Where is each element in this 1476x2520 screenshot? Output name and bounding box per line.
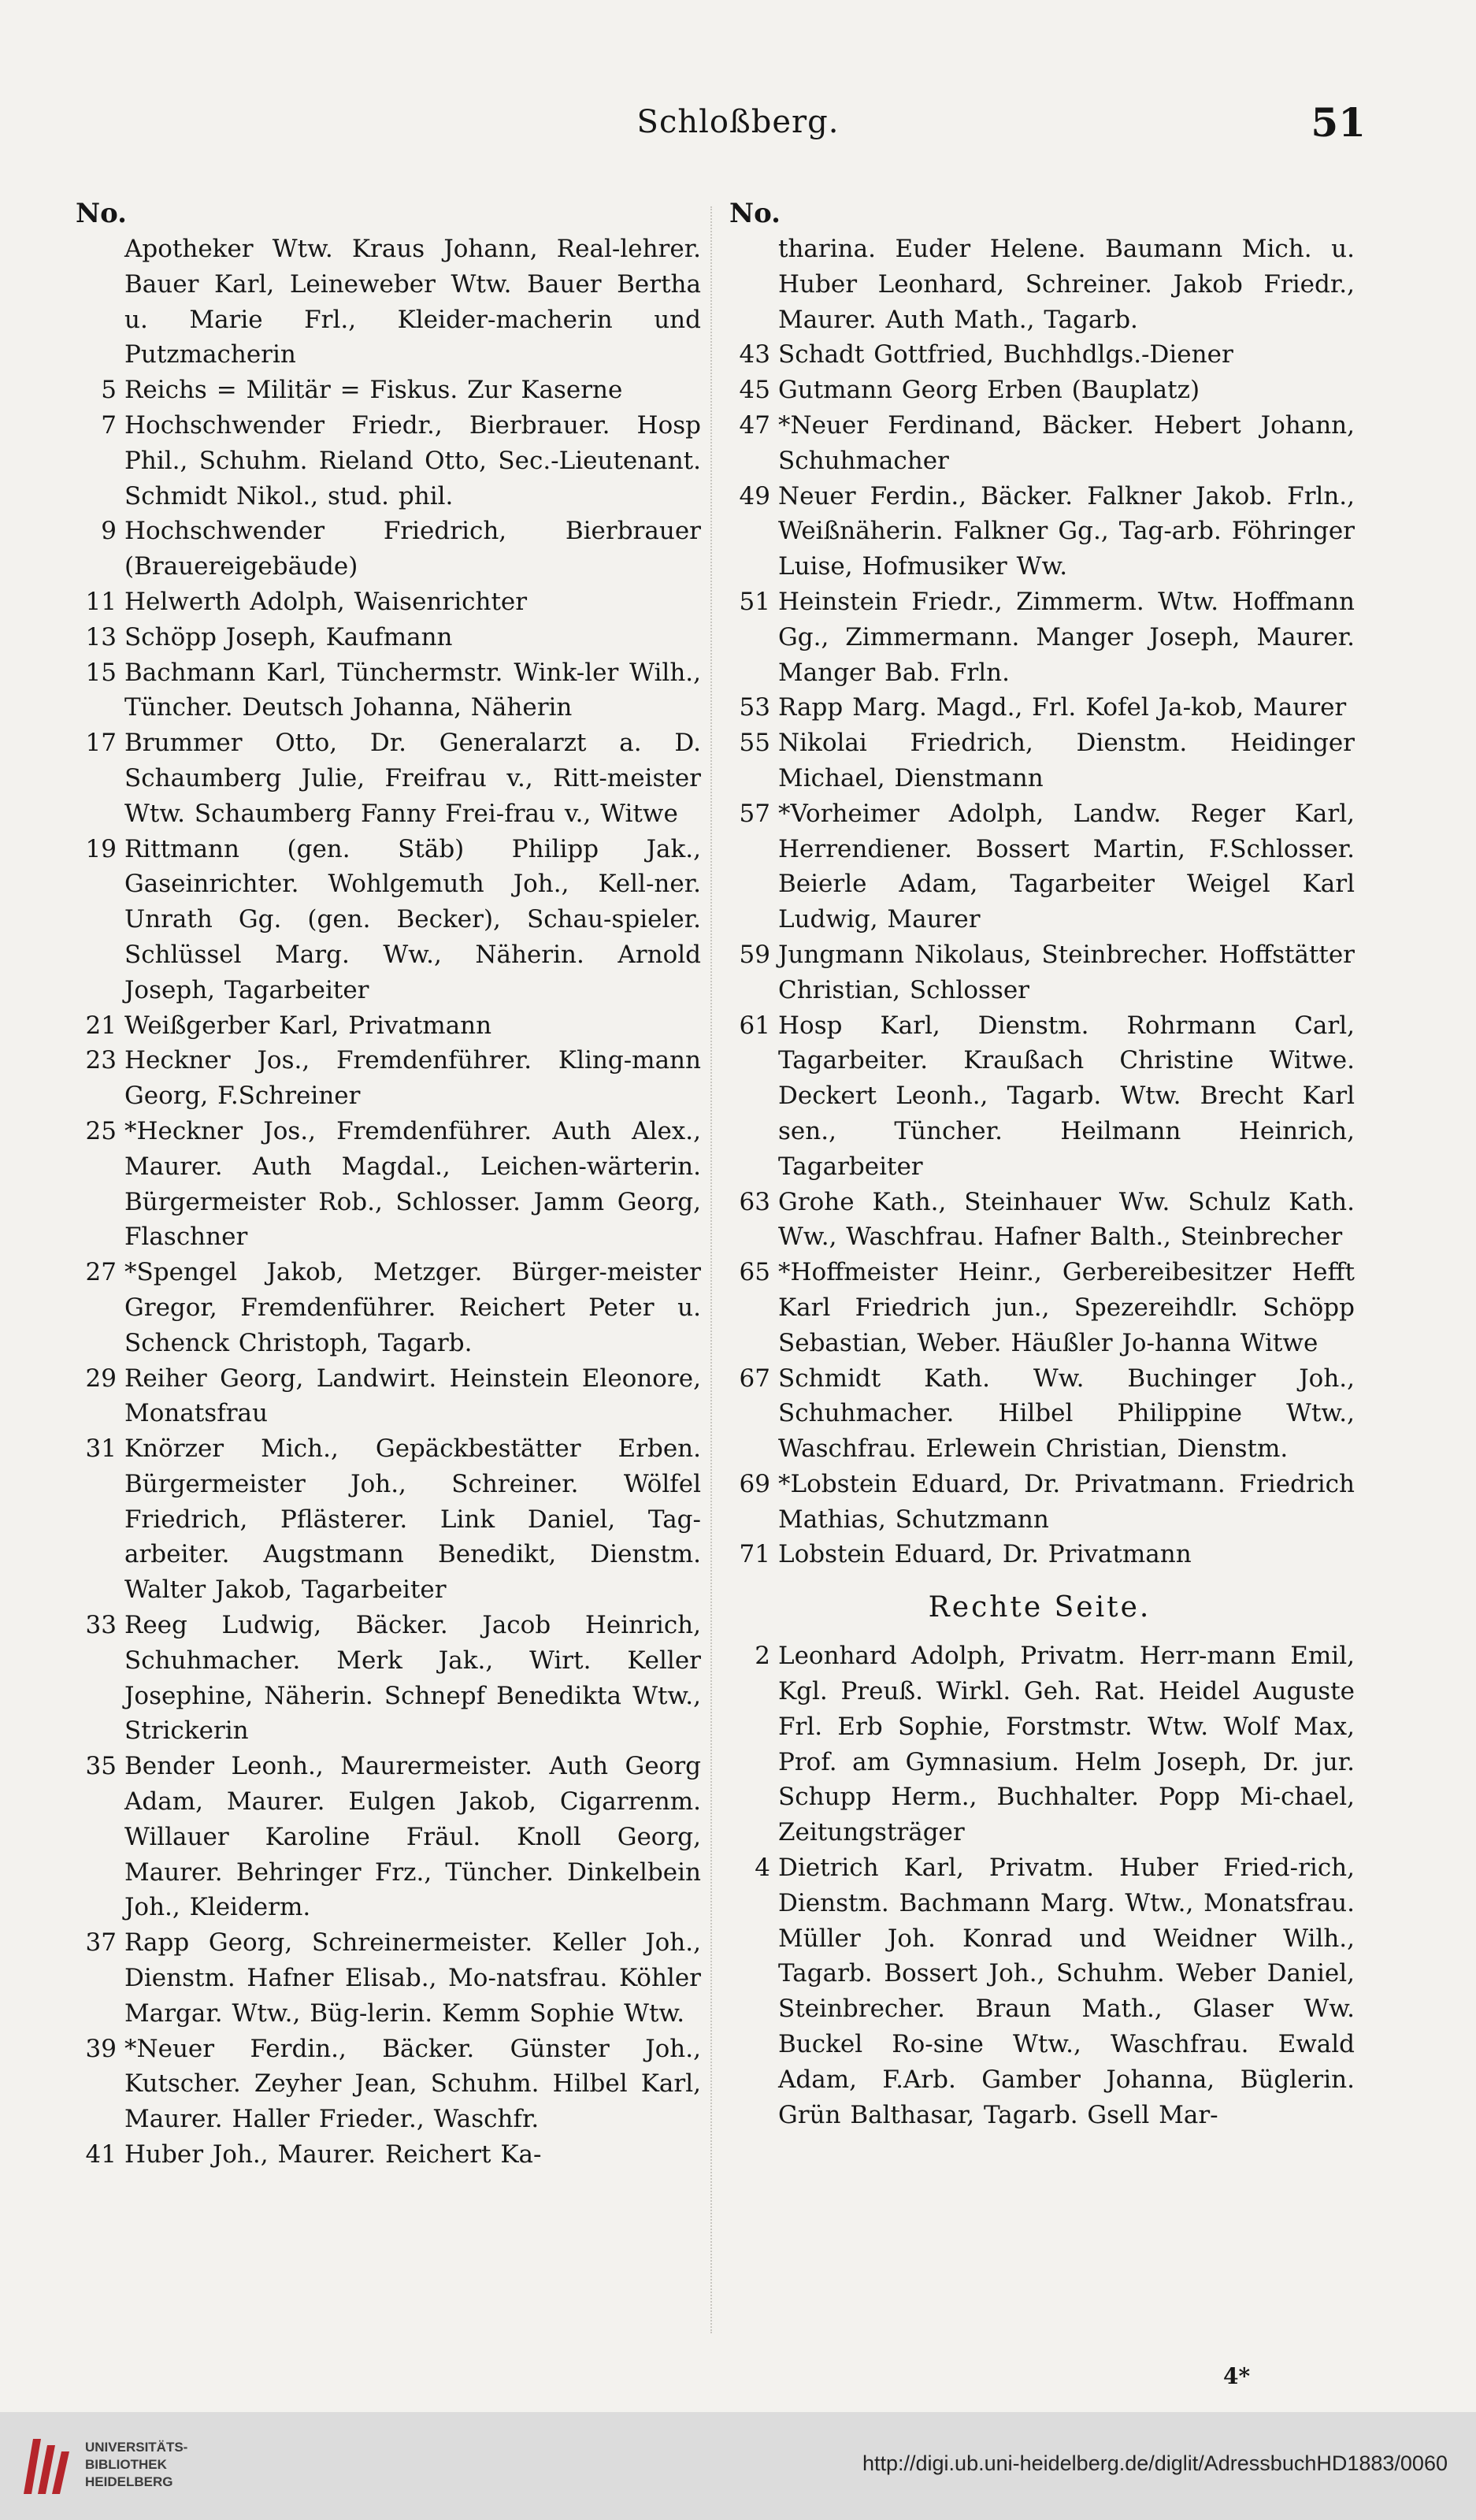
directory-entry [71,1749,701,1925]
column-no-label: No. [729,198,781,229]
directory-entry [71,1043,701,1114]
directory-entry [725,690,1355,726]
resident-listing: Apotheker Wtw. Kraus Johann, Real-lehrer. Bauer Karl, Leineweber Wtw. Bauer Bertha u. Marie Frl., Kleider-macherin und Putzmacherin [124,235,701,369]
resident-listing: Rapp Marg. Magd., Frl. Kofel Ja-kob, Maurer [778,693,1347,722]
resident-listing: *Neuer Ferdin., Bäcker. Günster Joh., Kutscher. Zeyher Jean, Schuhm. Hilbel Karl, Maurer. Haller Frieder., Waschfr. [124,2034,701,2134]
directory-entry [725,337,1355,373]
resident-listing: *Neuer Ferdinand, Bäcker. Hebert Johann, Schuhmacher [778,410,1355,475]
section-heading: Rechte Seite. [928,1591,1152,1624]
house-number: 21 [85,1011,117,1040]
resident-listing: Schadt Gottfried, Buchhdlgs.-Diener [778,340,1233,369]
directory-entry [725,479,1355,585]
resident-listing: *Hoffmeister Heinr., Gerbereibesitzer Hefft Karl Friedrich jun., Spezereihdlr. Schöpp Sebastian, Weber. Häußler Jo-hanna Witwe [778,1258,1355,1357]
source-url-link[interactable]: http://digi.ub.uni-heidelberg.de/diglit/AdressbuchHD1883/0060 [862,2451,1448,2475]
house-number: 19 [85,834,117,863]
house-number: 41 [85,2140,117,2169]
resident-listing: Dietrich Karl, Privatm. Huber Fried-rich, Dienstm. Bachmann Marg. Wtw., Monatsfrau. Müller Joh. Konrad und Weidner Wilh., Tagarb. Bossert Joh., Schuhm. Weber Daniel, Steinbrecher. Braun Math., Glaser Ww. Buckel Ro-sine Wtw., Waschfrau. Ewald Adam, F.Arb. Gamber Johanna, Büglerin. Grün Balthasar, Tagarb. Gsell Mar- [778,1854,1355,2129]
directory-entry [71,832,701,1008]
house-number: 57 [739,799,770,828]
resident-listing: *Heckner Jos., Fremdenführer. Auth Alex., Maurer. Auth Magdal., Leichen-wärterin. Bürgermeister Rob., Schlosser. Jamm Georg, Flaschner [124,1116,701,1252]
resident-listing: Reeg Ludwig, Bäcker. Jacob Heinrich, Schuhmacher. Merk Jak., Wirt. Keller Josephine, Näherin. Schnepf Benedikta Wtw., Strickerin [124,1611,701,1746]
resident-listing: Neuer Ferdin., Bäcker. Falkner Jakob. Frln., Weißnäherin. Falkner Gg., Tag-arb. Föhringer Luise, Hofmusiker Ww. [778,481,1355,581]
house-number: 15 [85,658,117,687]
directory-entry [71,1114,701,1255]
house-number: 5 [101,376,117,405]
page-number: 51 [1311,99,1366,146]
house-number: 43 [739,340,770,369]
resident-listing: *Lobstein Eduard, Dr. Privatmann. Friedrich Mathias, Schutzmann [778,1469,1355,1534]
left-column [71,195,701,2173]
house-number: 33 [85,1611,117,1640]
directory-entry [725,408,1355,479]
directory-entry [725,1639,1355,1850]
directory-entry [725,726,1355,796]
directory-entry [71,2032,701,2137]
house-number: 53 [739,693,770,722]
resident-listing: Nikolai Friedrich, Dienstm. Heidinger Michael, Dienstmann [778,729,1355,792]
resident-listing: Hochschwender Friedrich, Bierbrauer (Brauereigebäude) [124,517,701,581]
library-logo-icon [17,2431,77,2500]
directory-entry [71,585,701,620]
resident-listing: Brummer Otto, Dr. Generalarzt a. D. Schaumberg Julie, Freifrau v., Ritt-meister Wtw. Schaumberg Fanny Frei-frau v., Witwe [124,729,701,828]
house-number: 61 [739,1011,770,1040]
directory-entry [71,373,701,408]
page-title: Schloßberg. [636,104,840,140]
house-number: 4 [755,1854,770,1883]
resident-listing: *Spengel Jakob, Metzger. Bürger-meister Gregor, Fremdenführer. Reichert Peter u. Schenck Christoph, Tagarb. [124,1258,701,1357]
house-number: 39 [85,2034,117,2063]
directory-entry [71,2137,701,2173]
resident-listing: tharina. Euder Helene. Baumann Mich. u. Huber Leonhard, Schreiner. Jakob Friedr., Maurer. Auth Math., Tagarb. [778,235,1355,334]
library-footer [0,2412,1476,2520]
resident-listing: Gutmann Georg Erben (Bauplatz) [778,376,1200,405]
house-number: 13 [85,622,117,651]
house-number: 25 [85,1116,117,1145]
directory-entry [725,1467,1355,1538]
house-number: 37 [85,1928,117,1958]
signature-mark: 4* [1223,2363,1251,2389]
directory-entry [725,796,1355,937]
directory-entry [71,1608,701,1749]
directory-entry [71,1361,701,1432]
column-no-label: No. [76,198,127,229]
library-name-line: BIBLIOTHEK [85,2457,167,2472]
house-number: 71 [739,1540,770,1569]
directory-entry [725,1537,1355,1572]
resident-listing: Schmidt Kath. Ww. Buchinger Joh., Schuhmacher. Hilbel Philippine Wtw., Waschfrau. Erlewein Christian, Dienstm. [778,1364,1355,1464]
house-number: 27 [85,1258,117,1287]
resident-listing: Jungmann Nikolaus, Steinbrecher. Hoffstätter Christian, Schlosser [778,940,1355,1004]
directory-entry [71,655,701,726]
house-number: 29 [85,1364,117,1393]
directory-entry [71,408,701,514]
house-number: 2 [755,1642,770,1671]
house-number: 69 [739,1469,770,1498]
library-name-line: UNIVERSITÄTS- [85,2440,188,2455]
directory-entry [725,373,1355,408]
library-name [85,2439,187,2491]
house-number: 31 [85,1434,117,1464]
house-number: 65 [739,1258,770,1287]
directory-entry [71,1008,701,1044]
directory-entry [71,726,701,831]
directory-entry [725,1361,1355,1467]
resident-listing: Leonhard Adolph, Privatm. Herr-mann Emil, Kgl. Preuß. Wirkl. Geh. Rat. Heidel Auguste Frl. Erb Sophie, Forstmstr. Wtw. Wolf Max, Prof. am Gymnasium. Helm Joseph, Dr. jur. Schupp Herm., Buchhalter. Popp Mi-chael, Zeitungsträger [778,1642,1355,1847]
resident-listing: Knörzer Mich., Gepäckbestätter Erben. Bürgermeister Joh., Schreiner. Wölfel Friedrich, Pflästerer. Link Daniel, Tag-arbeiter. Augstmann Benedikt, Dienstm. Walter Jakob, Tagarbeiter [124,1434,701,1605]
house-number: 49 [739,481,770,510]
house-number: 35 [85,1752,117,1781]
house-number: 59 [739,940,770,969]
resident-listing: Lobstein Eduard, Dr. Privatmann [778,1540,1192,1569]
resident-listing: *Vorheimer Adolph, Landw. Reger Karl, Herrendiener. Bossert Martin, F.Schlosser. Beierle Adam, Tagarbeiter Weigel Karl Ludwig, Maurer [778,799,1355,934]
page-header [0,93,1476,156]
directory-entry [725,937,1355,1008]
house-number: 17 [85,729,117,758]
house-number: 9 [101,517,117,546]
column-divider [710,206,713,2333]
resident-listing: Hochschwender Friedr., Bierbrauer. Hosp Phil., Schuhm. Rieland Otto, Sec.-Lieutenant. Schmidt Nikol., stud. phil. [124,410,701,510]
resident-listing: Grohe Kath., Steinhauer Ww. Schulz Kath. Ww., Waschfrau. Hafner Balth., Steinbrecher [778,1187,1355,1252]
library-name-line: HEIDELBERG [85,2474,173,2489]
resident-listing: Hosp Karl, Dienstm. Rohrmann Carl, Tagarbeiter. Kraußach Christine Witwe. Deckert Leonh., Tagarb. Wtw. Brecht Karl sen., Tüncher. Heilmann Heinrich, Tagarbeiter [778,1011,1355,1181]
resident-listing: Heckner Jos., Fremdenführer. Kling-mann Georg, F.Schreiner [124,1046,701,1111]
resident-listing: Weißgerber Karl, Privatmann [124,1011,492,1040]
resident-listing: Bachmann Karl, Tünchermstr. Wink-ler Wilh., Tüncher. Deutsch Johanna, Näherin [124,658,701,722]
directory-entry [725,585,1355,690]
directory-entry [725,232,1355,337]
resident-listing: Bender Leonh., Maurermeister. Auth Georg Adam, Maurer. Eulgen Jakob, Cigarrenm. Willauer Karoline Fräul. Knoll Georg, Maurer. Behringer Frz., Tüncher. Dinkelbein Joh., Kleiderm. [124,1752,701,1922]
directory-entry [725,1185,1355,1256]
resident-listing: Schöpp Joseph, Kaufmann [124,622,453,651]
house-number: 23 [85,1046,117,1075]
house-number: 47 [739,410,770,440]
house-number: 7 [101,410,117,440]
directory-entry [725,1850,1355,2132]
directory-entry [71,514,701,585]
resident-listing: Rapp Georg, Schreinermeister. Keller Joh., Dienstm. Hafner Elisab., Mo-natsfrau. Köhler Margar. Wtw., Büg-lerin. Kemm Sophie Wtw. [124,1928,701,2028]
directory-entry [725,1008,1355,1185]
house-number: 51 [739,587,770,616]
directory-entry [71,1925,701,2031]
directory-entry [71,1431,701,1608]
right-column [725,195,1355,2132]
resident-listing: Huber Joh., Maurer. Reichert Ka- [124,2140,542,2169]
resident-listing: Reiher Georg, Landwirt. Heinstein Eleonore, Monatsfrau [124,1364,701,1428]
directory-entry [71,232,701,373]
house-number: 11 [85,587,117,616]
resident-listing: Heinstein Friedr., Zimmerm. Wtw. Hoffmann Gg., Zimmermann. Manger Joseph, Maurer. Manger Bab. Frln. [778,587,1355,687]
house-number: 45 [739,376,770,405]
resident-listing: Rittmann (gen. Stäb) Philipp Jak., Gaseinrichter. Wohlgemuth Joh., Kell-ner. Unrath Gg. (gen. Becker), Schau-spieler. Schlüssel Marg. Ww., Näherin. Arnold Joseph, Tagarbeiter [124,834,701,1004]
house-number: 63 [739,1187,770,1216]
resident-listing: Helwerth Adolph, Waisenrichter [124,587,528,616]
house-number: 55 [739,729,770,758]
house-number: 67 [739,1364,770,1393]
directory-entry [71,1255,701,1360]
directory-entry [71,620,701,655]
resident-listing: Reichs = Militär = Fiskus. Zur Kaserne [124,376,623,405]
directory-entry [725,1255,1355,1360]
